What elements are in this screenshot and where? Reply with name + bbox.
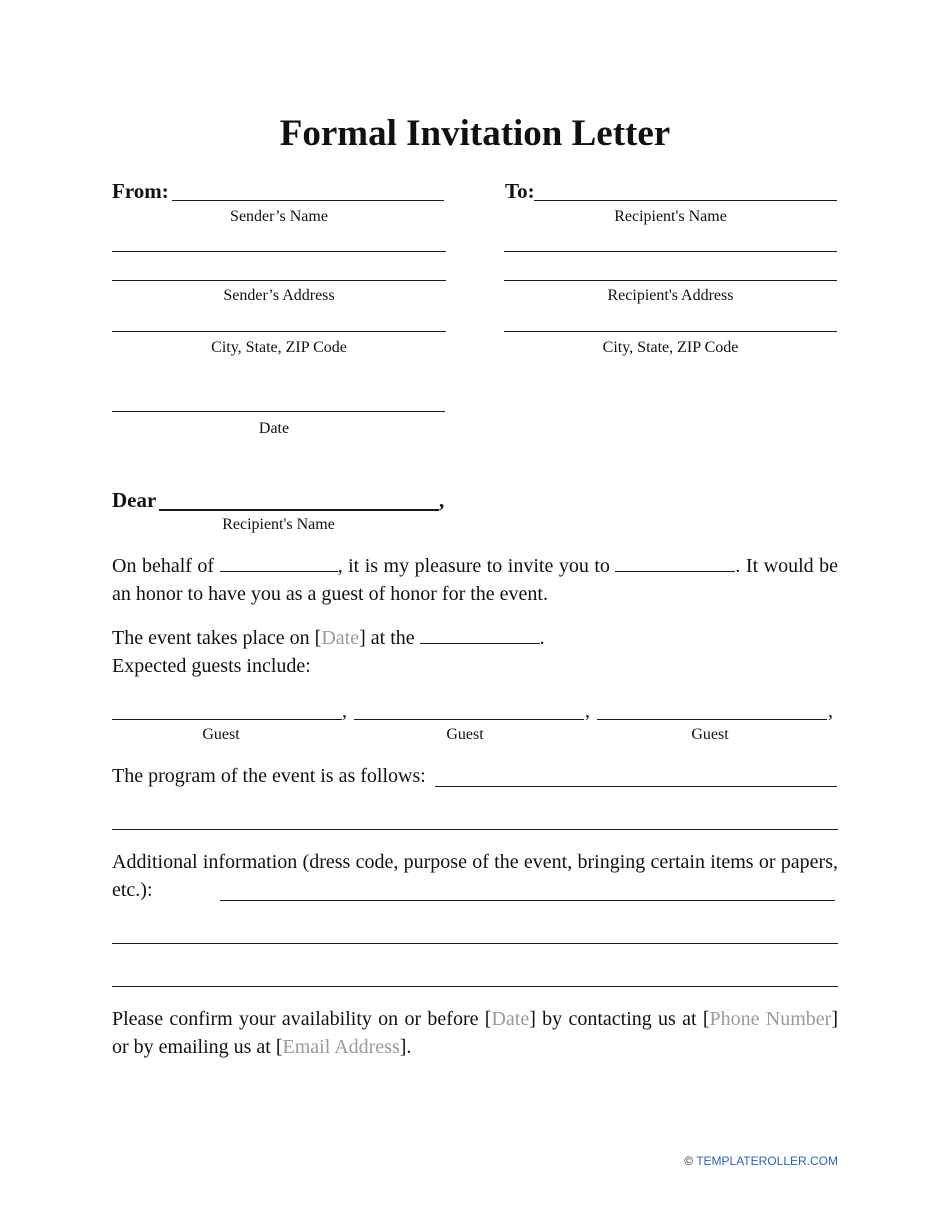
paragraph-event bbox=[112, 624, 838, 680]
program-line-1[interactable] bbox=[435, 786, 837, 787]
recipient-city-caption: City, State, ZIP Code bbox=[602, 339, 739, 356]
dear-caption: Recipient's Name bbox=[222, 516, 335, 533]
dear-recipient-line[interactable] bbox=[159, 509, 439, 511]
sender-name-caption: Sender’s Name bbox=[230, 208, 328, 225]
additional-info-label: Additional information (dress code, purpose of the event, bringing certain items or papers, etc.): bbox=[112, 851, 838, 901]
phone-placeholder: Phone Number bbox=[709, 1008, 832, 1030]
guest-line-3[interactable] bbox=[597, 719, 827, 720]
to-label: To: bbox=[505, 179, 535, 203]
guest-line-1[interactable] bbox=[112, 719, 342, 720]
para1-part1: On behalf of bbox=[112, 555, 215, 577]
confirm-part2: ] by contacting us at [ bbox=[529, 1008, 710, 1030]
guest-comma-2: , bbox=[585, 700, 590, 722]
confirm-date-placeholder: Date bbox=[491, 1008, 530, 1030]
dear-comma: , bbox=[439, 488, 445, 512]
para2-part1: The event takes place on [ bbox=[112, 627, 322, 649]
para2-line2: Expected guests include: bbox=[112, 655, 311, 677]
event-blank[interactable] bbox=[615, 553, 735, 572]
sender-city-caption: City, State, ZIP Code bbox=[211, 339, 347, 356]
dear-label: Dear bbox=[112, 488, 157, 512]
additional-info-line-1[interactable] bbox=[220, 900, 835, 901]
sender-address-line-1[interactable] bbox=[112, 251, 446, 252]
sender-address-caption: Sender’s Address bbox=[223, 287, 335, 304]
guest-line-2[interactable] bbox=[354, 719, 584, 720]
date-line[interactable] bbox=[112, 411, 445, 412]
page-title: Formal Invitation Letter bbox=[279, 113, 671, 154]
recipient-name-caption: Recipient's Name bbox=[614, 208, 727, 225]
guest-comma-3: , bbox=[828, 700, 833, 722]
additional-info-line-3[interactable] bbox=[112, 986, 838, 987]
recipient-name-line[interactable] bbox=[534, 200, 837, 201]
guest-caption-2: Guest bbox=[446, 726, 484, 743]
program-label: The program of the event is as follows: bbox=[112, 765, 426, 787]
recipient-city-line[interactable] bbox=[504, 331, 837, 332]
email-placeholder: Email Address bbox=[282, 1036, 400, 1058]
para2-part3: . bbox=[539, 627, 545, 649]
footer-credit bbox=[684, 1154, 838, 1168]
additional-info-text bbox=[112, 848, 838, 904]
footer-link[interactable]: TEMPLATEROLLER.COM bbox=[696, 1154, 838, 1168]
paragraph-invitation bbox=[112, 552, 838, 608]
sender-address-line-2[interactable] bbox=[112, 280, 446, 281]
para1-part3: . It would be an honor to have you as a guest of honor for the event. bbox=[112, 555, 839, 605]
confirm-part4: ]. bbox=[399, 1036, 412, 1058]
venue-blank[interactable] bbox=[420, 625, 540, 644]
additional-info-line-2[interactable] bbox=[112, 943, 838, 944]
organization-blank[interactable] bbox=[220, 553, 338, 572]
recipient-address-line-2[interactable] bbox=[504, 280, 837, 281]
sender-name-line[interactable] bbox=[172, 200, 444, 201]
guest-caption-1: Guest bbox=[202, 726, 240, 743]
guest-caption-3: Guest bbox=[691, 726, 729, 743]
recipient-address-line-1[interactable] bbox=[504, 251, 837, 252]
paragraph-confirm bbox=[112, 1005, 838, 1061]
date-placeholder: Date bbox=[321, 627, 360, 649]
copyright-symbol: © bbox=[684, 1154, 694, 1168]
para1-part2: , it is my pleasure to invite you to bbox=[337, 555, 610, 577]
recipient-address-caption: Recipient's Address bbox=[607, 287, 734, 304]
para2-part2: ] at the bbox=[359, 627, 415, 649]
guest-comma-1: , bbox=[342, 700, 347, 722]
date-caption: Date bbox=[258, 420, 290, 437]
from-label: From: bbox=[112, 179, 169, 203]
program-line-2[interactable] bbox=[112, 829, 838, 830]
confirm-part3: ] or by emailing us at [ bbox=[112, 1008, 838, 1058]
confirm-part1: Please confirm your availability on or before [ bbox=[112, 1008, 492, 1030]
sender-city-line[interactable] bbox=[112, 331, 446, 332]
